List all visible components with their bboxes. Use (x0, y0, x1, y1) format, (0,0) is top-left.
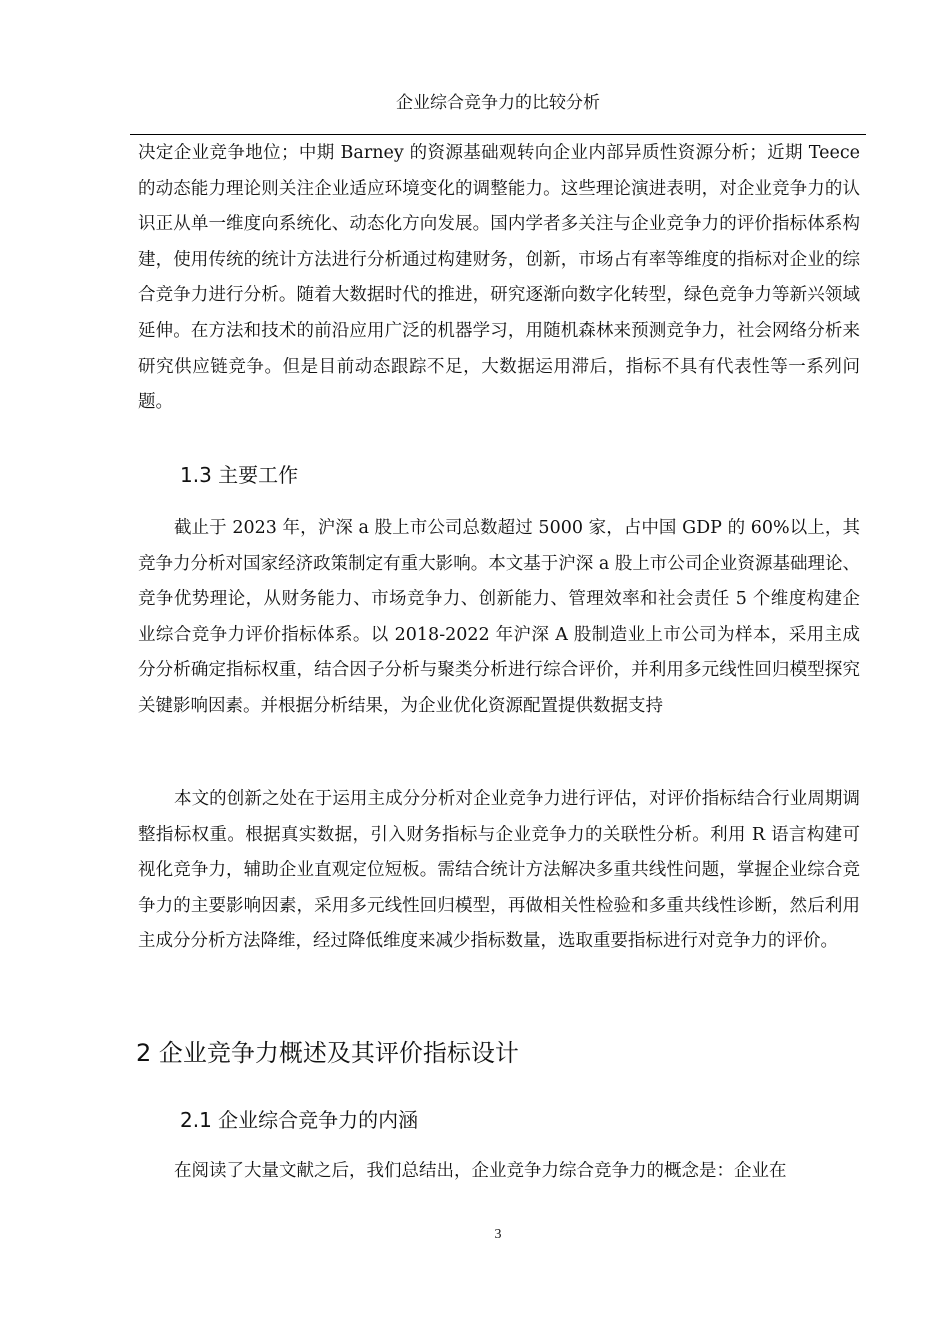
section-1-3-paragraph-1: 截止于 2023 年，沪深 a 股上市公司总数超过 5000 家，占中国 GDP 的 60%以上，其竞争力分析对国家经济政策制定有重大影响。本文基于沪深 a 股上市公司企业资源基础理论、竞争优势理论，从财务能力、市场竞争力、创新能力、管理效率和社会责任 5 个维度构建企业综合竞争力评价指标体系。以 2018-2022 年沪深 A 股制造业上市公司为样本，采用主成分分析确定指标权重，结合因子分析与聚类分析进行综合评价，并利用多元线性回归模型探究关键影响因素。并根据分析结果，为企业优化资源配置提供数据支持 (138, 518, 860, 716)
page-number: 3 (494, 1227, 502, 1242)
section-1-3-heading: 1.3 主要工作 (180, 463, 299, 487)
chapter-2-heading: 2 企业竞争力概述及其评价指标设计 (136, 1039, 519, 1067)
header-divider (130, 134, 866, 135)
section-2-1-paragraph: 在阅读了大量文献之后，我们总结出，企业竞争力综合竞争力的概念是：企业在 (174, 1161, 787, 1181)
running-header: 企业综合竞争力的比较分析 (396, 93, 600, 113)
intro-paragraph: 决定企业竞争地位；中期 Barney 的资源基础观转向企业内部异质性资源分析；近期 Teece 的动态能力理论则关注企业适应环境变化的调整能力。这些理论演进表明，对企业竞争力的认识正从单一维度向系统化、动态化方向发展。国内学者多关注与企业竞争力的评价指标体系构建，使用传统的统计方法进行分析通过构建财务，创新，市场占有率等维度的指标对企业的综合竞争力进行分析。随着大数据时代的推进，研究逐渐向数字化转型，绿色竞争力等新兴领域延伸。在方法和技术的前沿应用广泛的机器学习，用随机森林来预测竞争力，社会网络分析来研究供应链竞争。但是目前动态跟踪不足，大数据运用滞后，指标不具有代表性等一系列问题。 (138, 143, 860, 413)
section-2-1-heading: 2.1 企业综合竞争力的内涵 (180, 1108, 419, 1132)
section-1-3-paragraph-2: 本文的创新之处在于运用主成分分析对企业竞争力进行评估，对评价指标结合行业周期调整指标权重。根据真实数据，引入财务指标与企业竞争力的关联性分析。利用 R 语言构建可视化竞争力，辅助企业直观定位短板。需结合统计方法解决多重共线性问题，掌握企业综合竞争力的主要影响因素，采用多元线性回归模型，再做相关性检验和多重共线性诊断，然后利用主成分分析方法降维，经过降低维度来减少指标数量，选取重要指标进行对竞争力的评价。 (138, 789, 860, 952)
